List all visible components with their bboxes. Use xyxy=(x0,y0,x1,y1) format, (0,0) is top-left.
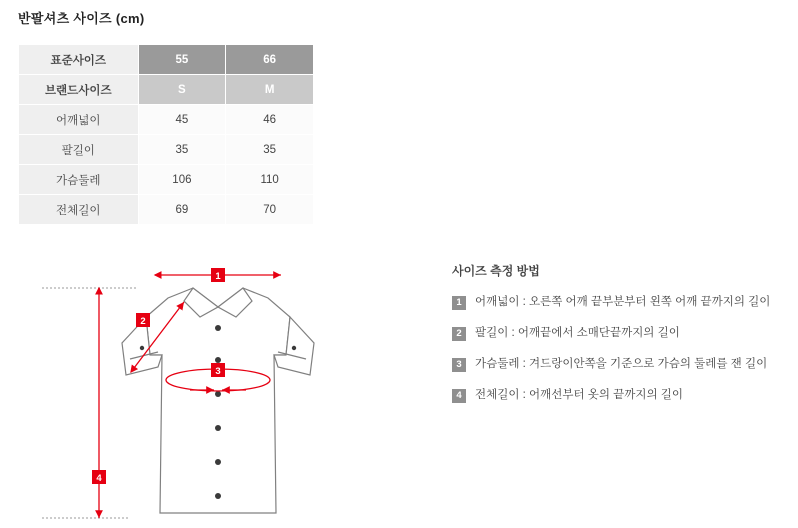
legend-number-badge: 4 xyxy=(452,389,466,403)
table-header-row xyxy=(19,45,314,75)
page-title: 반팔셔츠 사이즈 (cm) xyxy=(18,11,145,26)
legend-item xyxy=(452,326,782,341)
table-row-label: 가슴둘레 xyxy=(19,165,139,195)
table-row-label: 어깨넓이 xyxy=(19,105,139,135)
table-row xyxy=(19,165,314,195)
legend-item-text: 어깨넓이 : 오른쪽 어깨 끝부분부터 왼쪽 어깨 끝까지의 길이 xyxy=(475,296,771,308)
legend-number-badge: 1 xyxy=(452,296,466,310)
shirt-measurement-diagram xyxy=(18,255,418,525)
table-subheader-cell: M xyxy=(226,75,314,105)
measurement-legend xyxy=(452,262,782,419)
table-cell: 69 xyxy=(138,195,226,225)
legend-item xyxy=(452,357,782,372)
legend-item-text: 가슴둘레 : 겨드랑이안쪽을 기준으로 가슴의 둘레를 잰 길이 xyxy=(475,358,768,370)
table-row xyxy=(19,195,314,225)
table-cell: 46 xyxy=(226,105,314,135)
table-subheader-row xyxy=(19,75,314,105)
guide-lines xyxy=(42,288,138,518)
legend-title: 사이즈 측정 방법 xyxy=(452,264,540,278)
legend-item xyxy=(452,295,782,310)
table-cell: 45 xyxy=(138,105,226,135)
shirt-outline xyxy=(122,288,314,513)
table-row xyxy=(19,105,314,135)
marker-badge-4-label: 4 xyxy=(96,473,102,484)
marker-badge-3-label: 3 xyxy=(215,366,221,377)
table-cell: 106 xyxy=(138,165,226,195)
legend-item xyxy=(452,388,782,403)
legend-number-badge: 3 xyxy=(452,358,466,372)
marker-badge-2-label: 2 xyxy=(140,316,146,327)
legend-item-text: 팔길이 : 어깨끝에서 소매단끝까지의 길이 xyxy=(475,327,680,339)
legend-number-badge: 2 xyxy=(452,327,466,341)
table-subheader-cell: S xyxy=(138,75,226,105)
table-row-label: 팔길이 xyxy=(19,135,139,165)
table-row xyxy=(19,135,314,165)
table-row-label: 전체길이 xyxy=(19,195,139,225)
table-header-cell: 66 xyxy=(226,45,314,75)
table-cell: 110 xyxy=(226,165,314,195)
table-cell: 35 xyxy=(138,135,226,165)
marker-badge-1-label: 1 xyxy=(215,271,221,282)
table-header-cell: 55 xyxy=(138,45,226,75)
table-subheader-cell: 브랜드사이즈 xyxy=(19,75,139,105)
table-header-cell: 표준사이즈 xyxy=(19,45,139,75)
legend-item-text: 전체길이 : 어깨선부터 옷의 끝까지의 길이 xyxy=(475,389,684,401)
table-cell: 70 xyxy=(226,195,314,225)
size-table xyxy=(18,44,314,225)
table-cell: 35 xyxy=(226,135,314,165)
